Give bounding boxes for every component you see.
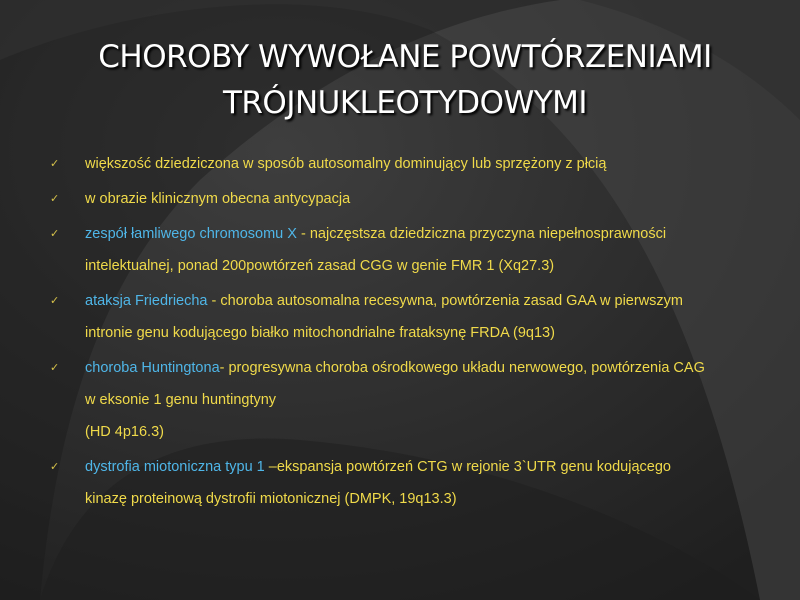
bullet-highlight: choroba Huntingtona [85, 360, 220, 376]
check-icon: ✓ [50, 295, 60, 307]
bullet-text: większość dziedziczona w sposób autosomalny dominujący lub sprzężony z płcią [85, 156, 607, 172]
bullet-text: - progresywna choroba ośrodkowego układu nerwowego, powtórzenia CAG w eksonie 1 genu huntingtyny [85, 360, 705, 408]
bullet-highlight: dystrofia miotoniczna typu 1 [85, 459, 265, 475]
check-icon: ✓ [50, 362, 60, 374]
slide-title [40, 34, 770, 126]
bullet-item [50, 148, 710, 180]
check-icon: ✓ [50, 461, 60, 473]
bullet-list [50, 148, 710, 518]
bullet-text: –ekspansja powtórzeń CTG w rejonie 3`UTR genu kodującego kinazę proteinową dystrofii miotonicznej (DMPK, 19q13.3) [85, 459, 671, 507]
bullet-item [50, 218, 710, 282]
bullet-item [50, 451, 710, 515]
bullet-text: - choroba autosomalna recesywna, powtórzenia zasad GAA w pierwszym intronie genu kodującego białko mitochondrialne frataksynę FRDA (9q13) [85, 293, 683, 341]
bullet-highlight: ataksja Friedriecha [85, 293, 208, 309]
bullet-highlight: zespół łamliwego chromosomu X [85, 226, 297, 242]
bullet-text: - najczęstsza dziedziczna przyczyna niepełnosprawności intelektualnej, ponad 200powtórzeń zasad CGG w genie FMR 1 (Xq27.3) [85, 226, 667, 274]
check-icon: ✓ [50, 228, 60, 240]
bullet-text-extra: (HD 4p16.3) [85, 424, 164, 440]
check-icon: ✓ [50, 158, 60, 170]
bullet-item [50, 183, 710, 215]
bullet-text: w obrazie klinicznym obecna antycypacja [85, 191, 351, 207]
bullet-item [50, 285, 710, 349]
title-line-1: CHOROBY WYWOŁANE POWTÓRZENIAMI [98, 39, 712, 75]
bullet-item [50, 352, 710, 448]
check-icon: ✓ [50, 193, 60, 205]
title-line-2: TRÓJNUKLEOTYDOWYMI [222, 85, 588, 121]
